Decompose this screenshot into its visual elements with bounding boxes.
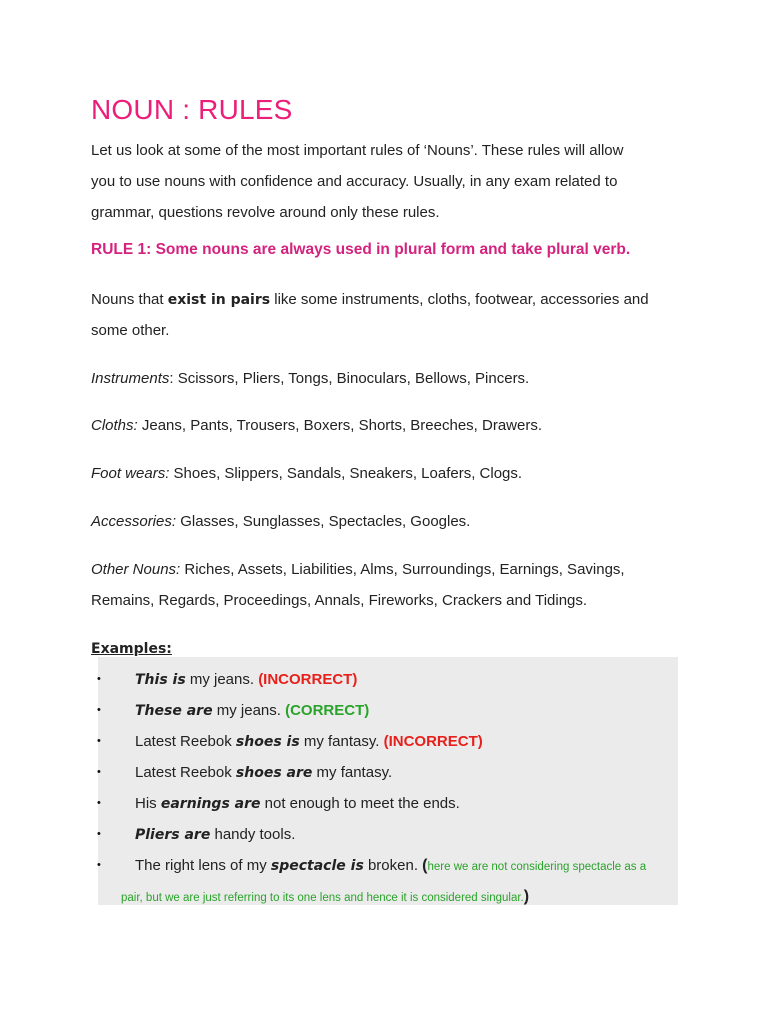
other-nouns-line-2: Remains, Regards, Proceedings, Annals, Fireworks, Crackers and Tidings. xyxy=(91,592,588,609)
example-body: broken. xyxy=(363,857,423,874)
example-emphasis: These are xyxy=(135,703,213,719)
correct-tag: (CORRECT) xyxy=(285,702,370,719)
pairs-line-1 xyxy=(91,284,681,316)
example-body: my jeans. xyxy=(185,671,259,688)
instruments-text: : Scissors, Pliers, Tongs, Binoculars, Bellows, Pincers. xyxy=(169,370,530,387)
example-body: my fantasy. xyxy=(299,733,384,750)
accessories-text: Glasses, Sunglasses, Spectacles, Googles. xyxy=(176,513,471,530)
other-nouns-label: Other Nouns: xyxy=(91,561,181,578)
pairs-post: like some instruments, cloths, footwear, accessories and xyxy=(270,291,649,308)
incorrect-tag: (INCORRECT) xyxy=(258,671,358,688)
example-note-1: here we are not considering spectacle as a xyxy=(427,861,647,873)
example-text xyxy=(135,788,460,820)
examples-box xyxy=(98,657,678,905)
example-emphasis: Pliers are xyxy=(135,827,211,843)
example-text xyxy=(135,819,295,851)
example-body: my fantasy. xyxy=(312,764,393,781)
bullet-icon: • xyxy=(97,673,101,685)
example-body: not enough to meet the ends. xyxy=(260,795,460,812)
example-body: my jeans. xyxy=(212,702,286,719)
cloths-text: Jeans, Pants, Trousers, Boxers, Shorts, Breeches, Drawers. xyxy=(137,417,543,434)
bullet-icon: • xyxy=(97,797,101,809)
other-nouns-line-1 xyxy=(91,554,681,585)
footwears-label: Foot wears: xyxy=(91,465,170,482)
open-paren: ( xyxy=(422,857,428,874)
example-emphasis: spectacle is xyxy=(270,858,364,874)
pairs-pre: Nouns that xyxy=(91,291,168,308)
example-pre: The right lens of my xyxy=(135,857,271,874)
intro-line-2: you to use nouns with confidence and accuracy. Usually, in any exam related to xyxy=(91,173,618,190)
example-emphasis: shoes is xyxy=(235,734,300,750)
intro-line-1: Let us look at some of the most important rules of ‘Nouns’. These rules will allow xyxy=(91,142,624,159)
example-emphasis: earnings are xyxy=(160,796,261,812)
intro-line-3: grammar, questions revolve around only these rules. xyxy=(91,204,440,221)
rule-1-heading: RULE 1: Some nouns are always used in plural form and take plural verb. xyxy=(91,241,631,258)
example-text xyxy=(121,881,529,914)
example-text xyxy=(135,695,369,727)
pairs-bold: exist in pairs xyxy=(167,292,271,308)
example-body: handy tools. xyxy=(210,826,296,843)
example-text xyxy=(135,726,483,758)
instruments-line xyxy=(91,363,681,394)
cloths-label: Cloths: xyxy=(91,417,138,434)
example-pre: Latest Reebok xyxy=(135,733,236,750)
page-title: NOUN : RULES xyxy=(91,94,293,125)
example-text xyxy=(135,757,392,789)
bullet-icon: • xyxy=(97,766,101,778)
instruments-label: Instruments xyxy=(91,370,170,387)
example-pre: His xyxy=(135,795,161,812)
example-emphasis: This is xyxy=(135,672,186,688)
example-pre: Latest Reebok xyxy=(135,764,236,781)
bullet-icon: • xyxy=(97,859,101,871)
footwears-text: Shoes, Slippers, Sandals, Sneakers, Loafers, Clogs. xyxy=(169,465,523,482)
bullet-icon: • xyxy=(97,704,101,716)
bullet-icon: • xyxy=(97,735,101,747)
pairs-line-2: some other. xyxy=(91,322,170,339)
accessories-line xyxy=(91,506,681,537)
example-emphasis: shoes are xyxy=(235,765,313,781)
close-paren: ) xyxy=(523,888,530,905)
example-note-2: pair, but we are just referring to its one lens and hence it is considered singular. xyxy=(121,892,524,904)
accessories-label: Accessories: xyxy=(91,513,177,530)
other-nouns-text-1: Riches, Assets, Liabilities, Alms, Surroundings, Earnings, Savings, xyxy=(180,561,625,578)
cloths-line xyxy=(91,410,681,441)
examples-heading: Examples: xyxy=(91,641,172,657)
bullet-icon: • xyxy=(97,828,101,840)
example-text xyxy=(135,664,357,696)
incorrect-tag: (INCORRECT) xyxy=(383,733,483,750)
example-text xyxy=(135,850,646,883)
footwears-line xyxy=(91,458,681,489)
